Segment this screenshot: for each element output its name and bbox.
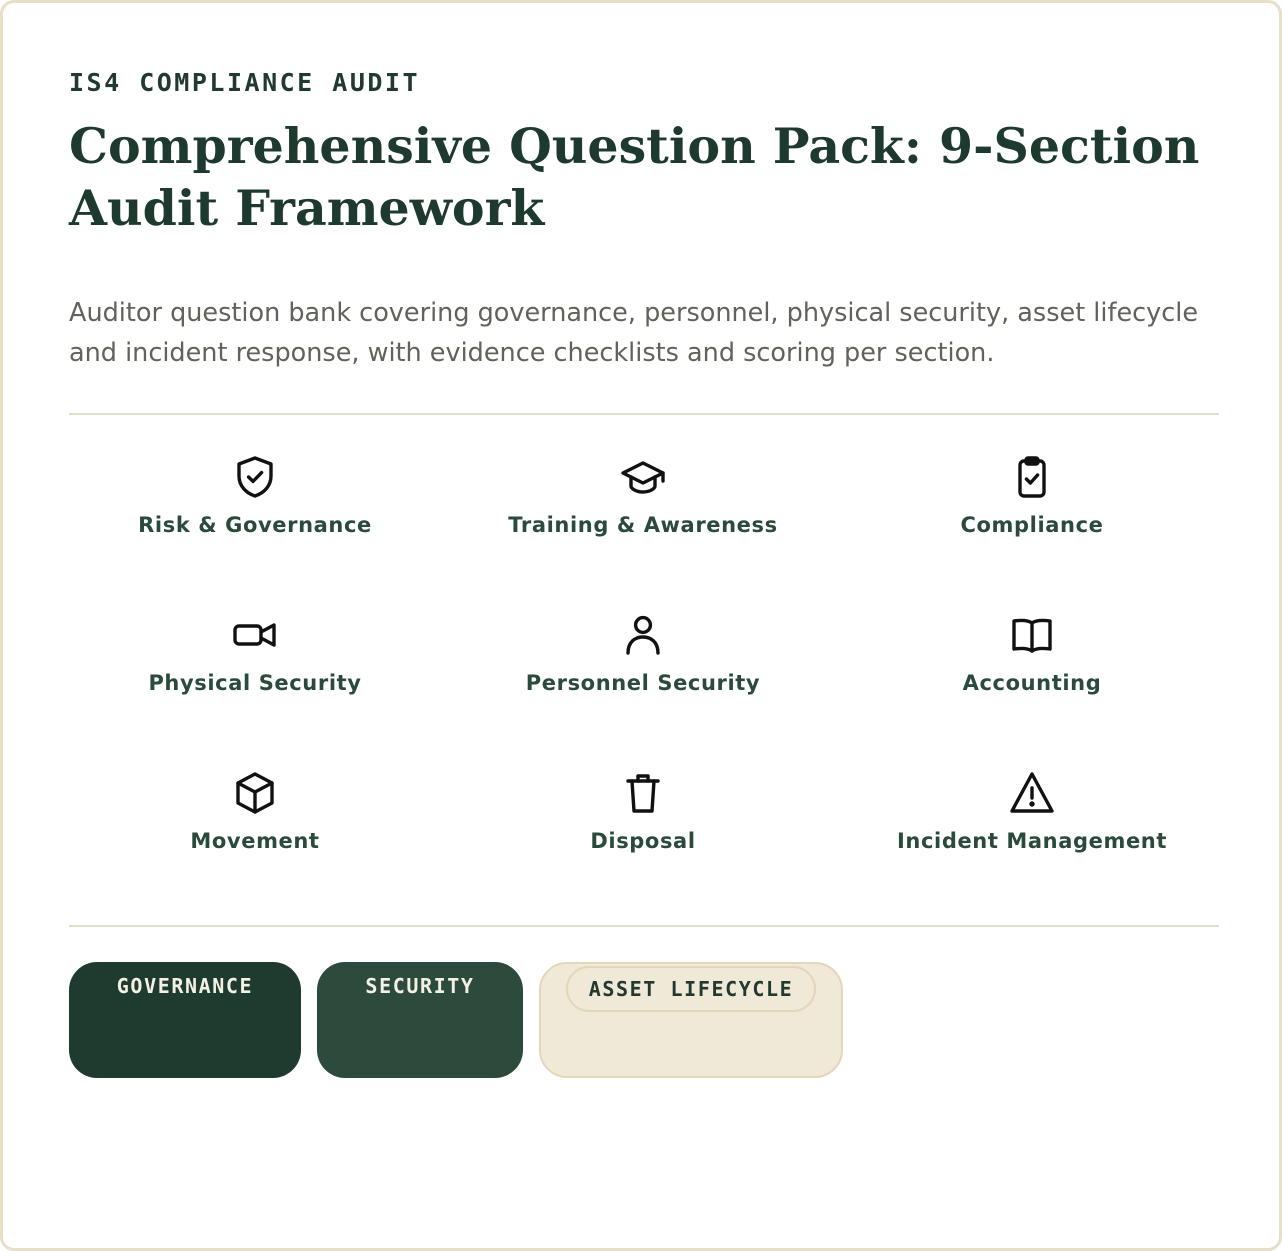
page-title: Comprehensive Question Pack: 9-Section Audit Framework [69,117,1200,237]
divider-top [69,413,1219,415]
section-training-awareness[interactable] [441,453,845,611]
user-icon [619,611,667,659]
section-label: Movement [190,829,320,853]
tab-label: ASSET LIFECYCLE [566,966,816,1012]
section-label: Disposal [590,829,696,853]
eyebrow-label: IS4 COMPLIANCE AUDIT [69,68,421,97]
video-camera-icon [231,611,279,659]
section-incident-management[interactable] [845,769,1219,927]
clipboard-check-icon [1008,453,1056,501]
page-description: Auditor question bank covering governance, personnel, physical security, asset lifecycle and incident response, with evidence checklists and scoring per section. [69,298,1199,368]
tab-asset-lifecycle[interactable] [539,962,843,1078]
section-label: Personnel Security [525,671,761,695]
graduation-cap-icon [619,453,667,501]
section-grid [69,453,1219,927]
section-disposal[interactable] [441,769,845,927]
book-open-icon [1008,611,1056,659]
shield-check-icon [231,453,279,501]
section-label: Physical Security [148,671,362,695]
section-label: Training & Awareness [508,513,778,537]
warning-triangle-icon [1008,769,1056,817]
trash-icon [619,769,667,817]
section-label: Incident Management [897,829,1167,853]
box-icon [231,769,279,817]
tab-governance[interactable] [69,962,301,1078]
section-label: Compliance [960,513,1104,537]
tab-label: GOVERNANCE [116,974,254,998]
divider-bottom [69,925,1219,927]
section-physical-security[interactable] [69,611,441,769]
section-compliance[interactable] [845,453,1219,611]
section-personnel-security[interactable] [441,611,845,769]
section-movement[interactable] [69,769,441,927]
section-label: Risk & Governance [138,513,372,537]
section-label: Accounting [962,671,1102,695]
section-risk-governance[interactable] [69,453,441,611]
tab-security[interactable] [317,962,523,1078]
tab-label: SECURITY [365,974,475,998]
section-accounting[interactable] [845,611,1219,769]
